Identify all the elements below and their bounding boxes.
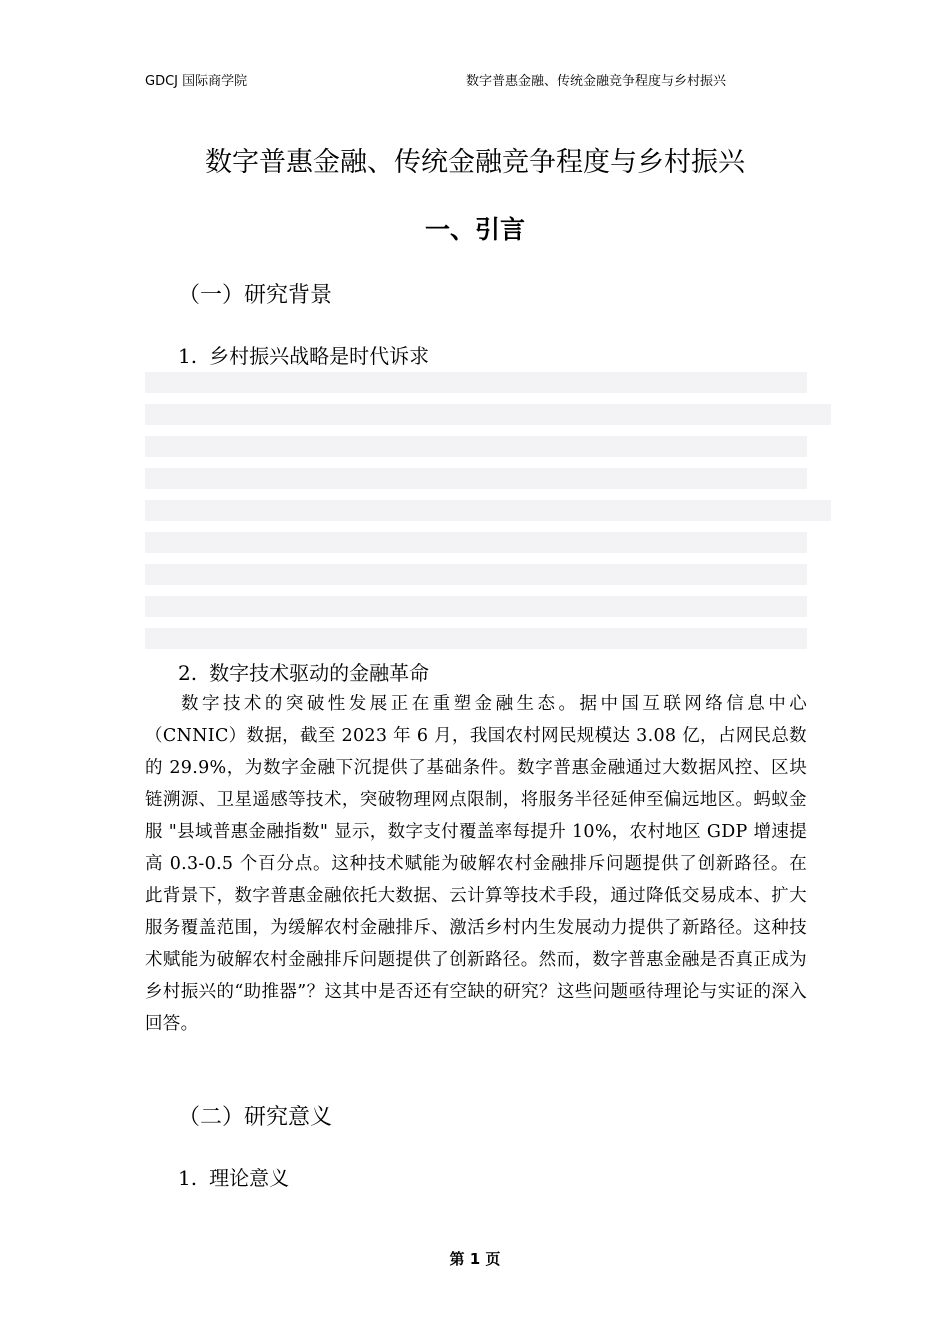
placeholder-line — [145, 596, 807, 617]
item-label: 理论意义 — [209, 1166, 290, 1190]
item-label: 数字技术驱动的金融革命 — [209, 661, 430, 685]
item-heading-rural-revitalization — [178, 340, 429, 369]
redacted-text-block — [145, 372, 831, 650]
item-label: 乡村振兴战略是时代诉求 — [209, 344, 430, 368]
subsection-heading-background: （一）研究背景 — [178, 283, 333, 308]
item-number: 1. — [178, 1166, 198, 1190]
section-heading-introduction: 一、引言 — [424, 215, 525, 244]
placeholder-line — [145, 564, 807, 585]
placeholder-line — [145, 404, 831, 425]
subsection-heading-significance: （二）研究意义 — [178, 1105, 333, 1130]
header-right: 数字普惠金融、传统金融竞争程度与乡村振兴 — [466, 74, 727, 89]
body-paragraph: 数字技术的突破性发展正在重塑金融生态。据中国互联网络信息中心（CNNIC）数据，截至 2023 年 6 月，我国农村网民规模达 3.08 亿，占网民总数的 29.9%，为数字金融下沉提供了基础条件。数字普惠金融通过大数据风控、区块链溯源、卫星遥感等技术，突破物理网点限制，将服务半径延伸至偏远地区。蚂蚁金服 "县域普惠金融指数" 显示，数字支付覆盖率每提升 10%，农村地区 GDP 增速提高 0.3-0.5 个百分点。这种技术赋能为破解农村金融排斥问题提供了创新路径。在此背景下，数字普惠金融依托大数据、云计算等技术手段，通过降低交易成本、扩大服务覆盖范围，为缓解农村金融排斥、激活乡村内生发展动力提供了新路径。这种技术赋能为破解农村金融排斥问题提供了创新路径。然而，数字普惠金融是否真正成为乡村振兴的“助推器”？这其中是否还有空缺的研究？这些问题亟待理论与实证的深入回答。 — [145, 694, 807, 1034]
placeholder-line — [145, 468, 807, 489]
placeholder-line — [145, 500, 831, 521]
page-title: 数字普惠金融、传统金融竞争程度与乡村振兴 — [205, 147, 745, 178]
page-number: 第 1 页 — [449, 1250, 501, 1268]
item-heading-theoretical — [178, 1162, 289, 1191]
placeholder-line — [145, 628, 807, 649]
placeholder-line — [145, 532, 807, 553]
placeholder-line — [145, 436, 807, 457]
placeholder-line — [145, 372, 807, 393]
item-number: 2. — [178, 661, 198, 685]
item-heading-digital-finance — [178, 657, 429, 686]
item-number: 1. — [178, 344, 198, 368]
header-left: GDCJ 国际商学院 — [145, 74, 248, 89]
